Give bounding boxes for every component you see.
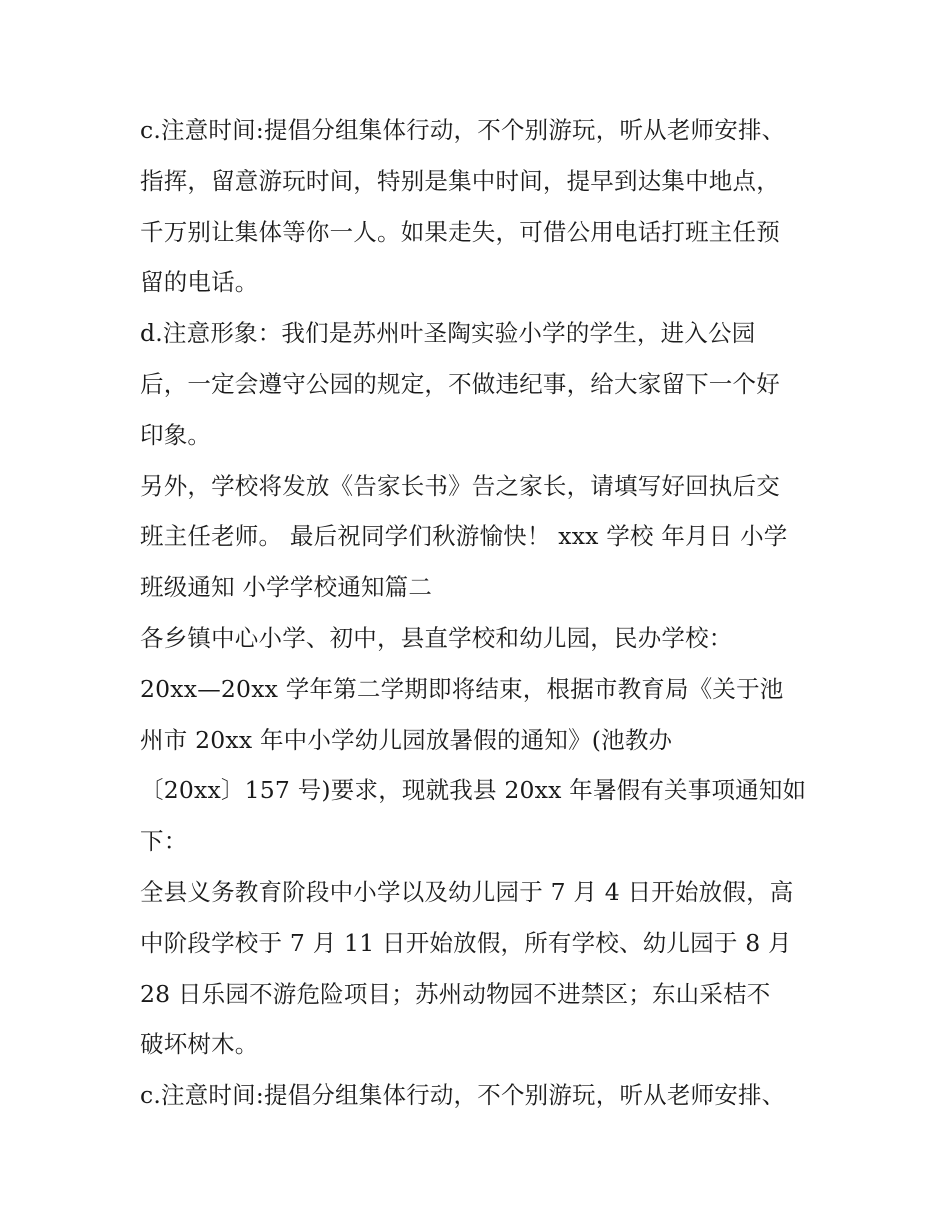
text-line-7: 印象。: [140, 420, 212, 449]
text-line-3: 千万别让集体等你一人。如果走失，可借公用电话打班主任预: [140, 217, 780, 246]
text-line-11: 各乡镇中心小学、初中，县直学校和幼儿园，民办学校：: [140, 623, 733, 652]
text-line-10: 班级通知 小学学校通知篇二: [140, 573, 433, 602]
text-line-5: d.注意形象：我们是苏州叶圣陶实验小学的学生，进入公园: [140, 319, 756, 348]
text-line-12: 20xx—20xx 学年第二学期即将结束，根据市教育局《关于池: [140, 674, 784, 703]
text-line-17: 中阶段学校于 7 月 11 日开始放假，所有学校、幼儿园于 8 月: [140, 928, 792, 957]
text-line-15: 下：: [140, 827, 188, 856]
text-line-8: 另外，学校将发放《告家长书》告之家长，请填写好回执后交: [140, 471, 780, 500]
text-line-16: 全县义务教育阶段中小学以及幼儿园于 7 月 4 日开始放假，高: [140, 877, 794, 906]
text-line-9: 班主任老师。 最后祝同学们秋游愉快！ xxx 学校 年月日 小学: [140, 522, 788, 551]
text-line-19: 破坏树木。: [140, 1030, 259, 1059]
text-line-18: 28 日乐园不游危险项目；苏州动物园不进禁区；东山采桔不: [140, 979, 771, 1008]
document-body: [140, 105, 820, 1121]
text-line-4: 留的电话。: [140, 268, 259, 297]
text-line-13: 州市 20xx 年中小学幼儿园放暑假的通知》(池教办: [140, 725, 673, 754]
text-line-1: c.注意时间:提倡分组集体行动，不个别游玩，听从老师安排、: [140, 116, 786, 144]
text-line-20: c.注意时间:提倡分组集体行动，不个别游玩，听从老师安排、: [140, 1081, 786, 1110]
text-line-6: 后，一定会遵守公园的规定，不做违纪事，给大家留下一个好: [140, 369, 780, 398]
text-line-2: 指挥，留意游玩时间，特别是集中时间，提早到达集中地点，: [140, 166, 780, 195]
text-line-14: 〔20xx〕157 号)要求，现就我县 20xx 年暑假有关事项通知如: [140, 776, 807, 805]
